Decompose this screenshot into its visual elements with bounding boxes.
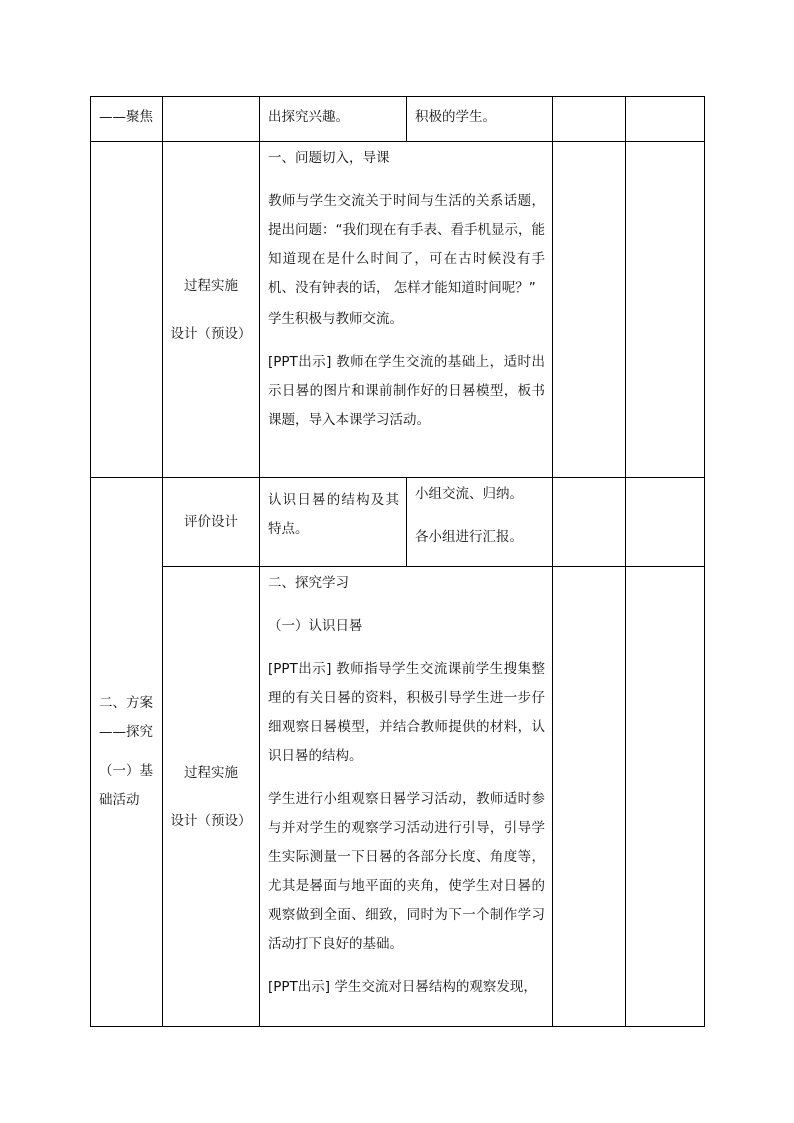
stage-text: ——聚焦: [99, 109, 153, 125]
label-cell: [163, 142, 260, 478]
stage-cell: [91, 97, 163, 142]
empty-cell: [553, 478, 626, 567]
paragraph: 一、问题切入，导课: [268, 150, 390, 166]
label-line: 设计（预设）: [170, 325, 252, 342]
label-cell: [163, 478, 260, 567]
label-line: 过程实施: [184, 277, 238, 294]
label-cell: [163, 97, 260, 142]
table-row: [91, 478, 705, 567]
process-content-cell: [260, 142, 553, 478]
stage-cell: [91, 142, 163, 478]
student-text: 积极的学生。: [415, 109, 496, 125]
empty-cell: [626, 478, 705, 567]
paragraph: （一）认识日晷: [268, 618, 363, 634]
paragraph: 二、探究学习: [268, 575, 349, 591]
empty-cell: [626, 97, 705, 142]
label-line: 过程实施: [184, 764, 238, 781]
empty-cell: [626, 142, 705, 478]
student-cell: [407, 97, 553, 142]
eval-method: 小组交流、归纳。: [415, 486, 523, 502]
process-content-cell: [260, 567, 553, 1027]
content-cell: [260, 478, 407, 567]
content-text: 出探究兴趣。: [268, 109, 349, 125]
eval-content: 认识日晷的结构及其特点。: [268, 492, 399, 537]
content-cell: [260, 97, 407, 142]
table-row: [91, 567, 705, 1027]
empty-cell: [553, 97, 626, 142]
label-line: 设计（预设）: [170, 812, 252, 829]
table-row: [91, 142, 705, 478]
empty-cell: [626, 567, 705, 1027]
stage-line: 础活动: [99, 792, 140, 808]
empty-cell: [553, 567, 626, 1027]
empty-cell: [553, 142, 626, 478]
paragraph: [PPT出示] 教师指导学生交流课前学生搜集整理的有关日晷的资料，积极引导学生进一步仔细观察日晷模型，并结合教师提供的材料，认识日晷的结构。: [268, 661, 545, 764]
eval-label: 评价设计: [184, 513, 238, 530]
lesson-plan-table: [90, 96, 705, 1027]
stage-line: 二、方案: [99, 695, 153, 711]
method-cell: [407, 478, 553, 567]
table-row: [91, 97, 705, 142]
stage-line: ——探究: [99, 724, 153, 740]
label-cell: [163, 567, 260, 1027]
stage-cell: [91, 478, 163, 1027]
eval-method: 各小组进行汇报。: [415, 529, 523, 545]
paragraph: [PPT出示] 学生交流对日晷结构的观察发现，: [268, 979, 537, 995]
paragraph: 学生积极与教师交流。: [268, 311, 403, 327]
paragraph: 学生进行小组观察日晷学习活动，教师适时参与并对学生的观察学习活动进行引导，引导学生实际测量一下日晷的各部分长度、角度等，尤其是晷面与地平面的夹角，使学生对日晷的观察做到全面、细致，同时为下一个制作学习活动打下良好的基础。: [268, 791, 545, 952]
paragraph: [PPT出示] 教师在学生交流的基础上，适时出示日晷的图片和课前制作好的日晷模型，板书课题，导入本课学习活动。: [268, 354, 545, 428]
paragraph: 教师与学生交流关于时间与生活的关系话题，提出问题：“我们现在有手表、看手机显示，能知道现在是什么时间了，可在古时候没有手机、没有钟表的话， 怎样才能知道时间呢？”: [268, 193, 545, 296]
stage-line: （一）基: [99, 763, 153, 779]
